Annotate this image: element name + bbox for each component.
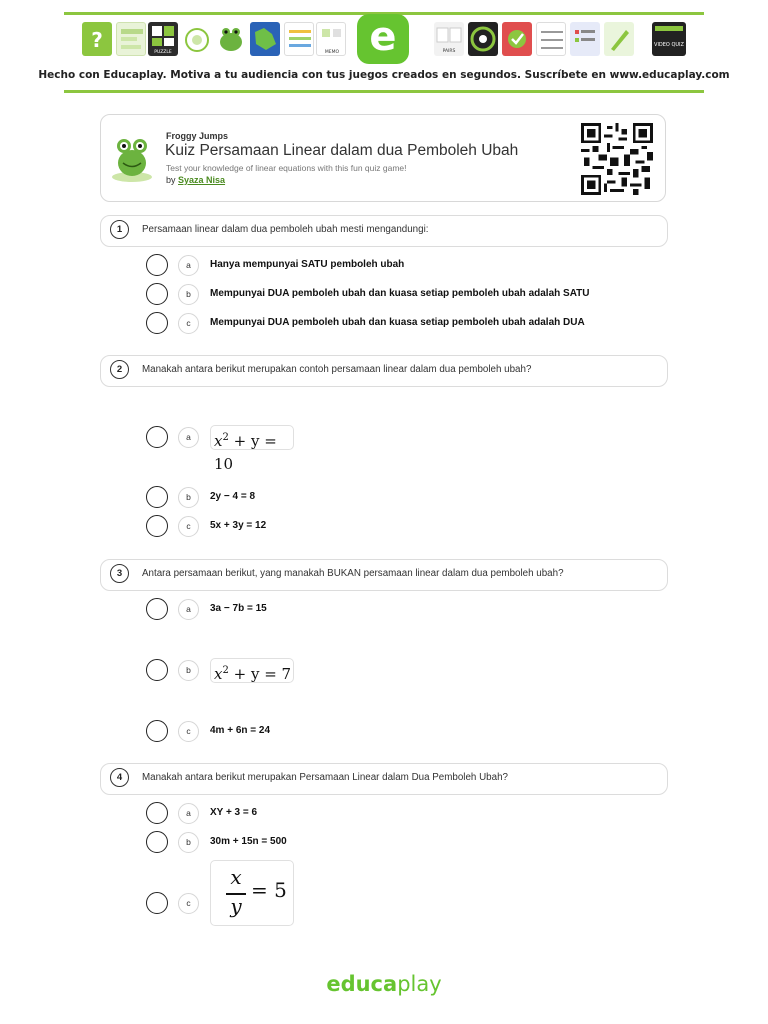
answer-text: Hanya mempunyai SATU pemboleh ubah: [210, 259, 405, 270]
math-expression: [210, 658, 294, 683]
author-link[interactable]: Syaza Nisa: [178, 175, 226, 185]
question-number: 3: [110, 564, 129, 583]
fraction-rest: = 5: [251, 878, 287, 902]
answer-letter: c: [178, 893, 199, 914]
byline: [166, 175, 225, 185]
question-text: Manakah antara berikut merupakan contoh persamaan linear dalam dua pemboleh ubah?: [142, 364, 532, 375]
dialog-icon: [182, 22, 212, 56]
answer-letter: c: [178, 721, 199, 742]
list-icon: [570, 22, 600, 56]
radio-button[interactable]: [146, 515, 168, 537]
math-fraction: [210, 860, 294, 926]
quiz-icon: [82, 22, 112, 56]
radio-button[interactable]: [146, 486, 168, 508]
svg-text:?: ?: [91, 28, 103, 52]
question-text: Persamaan linear dalam dua pemboleh ubah mesti mengandungi:: [142, 224, 429, 235]
radio-button[interactable]: [146, 720, 168, 742]
math-rest: + y = 10: [214, 432, 277, 473]
answer-letter: c: [178, 313, 199, 334]
quiz-title: Kuiz Persamaan Linear dalam dua Pemboleh Ubah: [165, 142, 519, 159]
radio-button[interactable]: [146, 831, 168, 853]
question-3: [100, 559, 668, 591]
q1-answer-b[interactable]: [146, 283, 666, 309]
word-icon: [116, 22, 146, 56]
roulette-icon: [468, 22, 498, 56]
educaplay-logo[interactable]: e: [357, 14, 409, 64]
footer-logo-part1: educa: [326, 972, 398, 996]
q4-answer-b[interactable]: [146, 831, 666, 857]
answer-letter: b: [178, 487, 199, 508]
math-exponent: 2: [222, 432, 229, 443]
question-number: 2: [110, 360, 129, 379]
video-quiz-icon-label: VIDEO QUIZ: [654, 42, 684, 48]
check-icon: [502, 22, 532, 56]
footer-educaplay-logo[interactable]: [0, 972, 768, 996]
answer-text: 2y − 4 = 8: [210, 491, 256, 502]
froggy-jumps-icon: [109, 133, 155, 183]
answer-text: 4m + 6n = 24: [210, 725, 271, 736]
q1-answer-a[interactable]: [146, 254, 666, 280]
puzzle-icon-label: PUZZLE: [154, 50, 172, 55]
answer-text: Mempunyai DUA pemboleh ubah dan kuasa setiap pemboleh ubah adalah SATU: [210, 288, 590, 299]
math-base: x: [214, 432, 223, 450]
banner-tagline[interactable]: Hecho con Educaplay. Motiva a tu audiencia con tus juegos creados en segundos. Suscríbete en www.educaplay.com: [38, 69, 730, 81]
video-quiz-icon: [652, 22, 686, 56]
radio-button[interactable]: [146, 426, 168, 448]
radio-button[interactable]: [146, 892, 168, 914]
math-rest: + y = 7: [228, 665, 292, 683]
answer-text: 3a − 7b = 15: [210, 603, 267, 614]
puzzle-icon: [148, 22, 178, 56]
by-label: by: [166, 175, 176, 185]
game-type-label: Froggy Jumps: [166, 131, 229, 141]
answer-letter: b: [178, 284, 199, 305]
question-1: [100, 215, 668, 247]
q3-answer-b[interactable]: [146, 659, 666, 685]
pairs-icon-label: PAIRS: [442, 49, 456, 54]
pencil-icon: [604, 22, 634, 56]
q1-answer-c[interactable]: [146, 312, 666, 338]
qr-code[interactable]: [581, 123, 653, 195]
math-exponent: 2: [222, 665, 229, 676]
answer-text: 5x + 3y = 12: [210, 520, 267, 531]
answer-text: XY + 3 = 6: [210, 807, 258, 818]
question-text: Manakah antara berikut merupakan Persamaan Linear dalam Dua Pemboleh Ubah?: [142, 772, 508, 783]
answer-letter: b: [178, 832, 199, 853]
question-text: Antara persamaan berikut, yang manakah BUKAN persamaan linear dalam dua pemboleh ubah?: [142, 568, 564, 579]
frog-icon: [216, 22, 246, 56]
radio-button[interactable]: [146, 598, 168, 620]
fraction-numerator: x: [230, 865, 242, 889]
answer-letter: a: [178, 599, 199, 620]
banner-bottom-line: [64, 90, 704, 93]
wordsearch-icon: [284, 22, 314, 56]
q4-answer-c[interactable]: [146, 865, 666, 918]
answer-letter: c: [178, 516, 199, 537]
crossword-icon: [536, 22, 566, 56]
answer-letter: a: [178, 803, 199, 824]
question-4: [100, 763, 668, 795]
q4-answer-a[interactable]: [146, 802, 666, 828]
answer-letter: a: [178, 255, 199, 276]
radio-button[interactable]: [146, 802, 168, 824]
question-2: [100, 355, 668, 387]
radio-button[interactable]: [146, 283, 168, 305]
q2-answer-b[interactable]: [146, 486, 666, 512]
q3-answer-a[interactable]: [146, 598, 666, 624]
radio-button[interactable]: [146, 659, 168, 681]
answer-letter: a: [178, 427, 199, 448]
radio-button[interactable]: [146, 254, 168, 276]
footer-logo-part2: play: [397, 972, 442, 996]
question-number: 4: [110, 768, 129, 787]
question-number: 1: [110, 220, 129, 239]
answer-text: 30m + 15n = 500: [210, 836, 287, 847]
memo-icon-label: MEMO: [324, 50, 340, 55]
memo-icon: [316, 22, 346, 56]
answer-text: Mempunyai DUA pemboleh ubah dan kuasa setiap pemboleh ubah adalah DUA: [210, 317, 585, 328]
activity-header-card: [100, 114, 666, 202]
pairs-icon: [434, 22, 464, 56]
q2-answer-a[interactable]: [146, 426, 666, 473]
map-icon: [250, 22, 280, 56]
quiz-description: Test your knowledge of linear equations with this fun quiz game!: [166, 163, 407, 173]
q3-answer-c[interactable]: [146, 720, 666, 746]
q2-answer-c[interactable]: [146, 515, 666, 541]
answer-letter: b: [178, 660, 199, 681]
radio-button[interactable]: [146, 312, 168, 334]
fraction-denominator: y: [230, 894, 242, 918]
math-expression: [210, 425, 294, 473]
math-base: x: [214, 665, 223, 683]
